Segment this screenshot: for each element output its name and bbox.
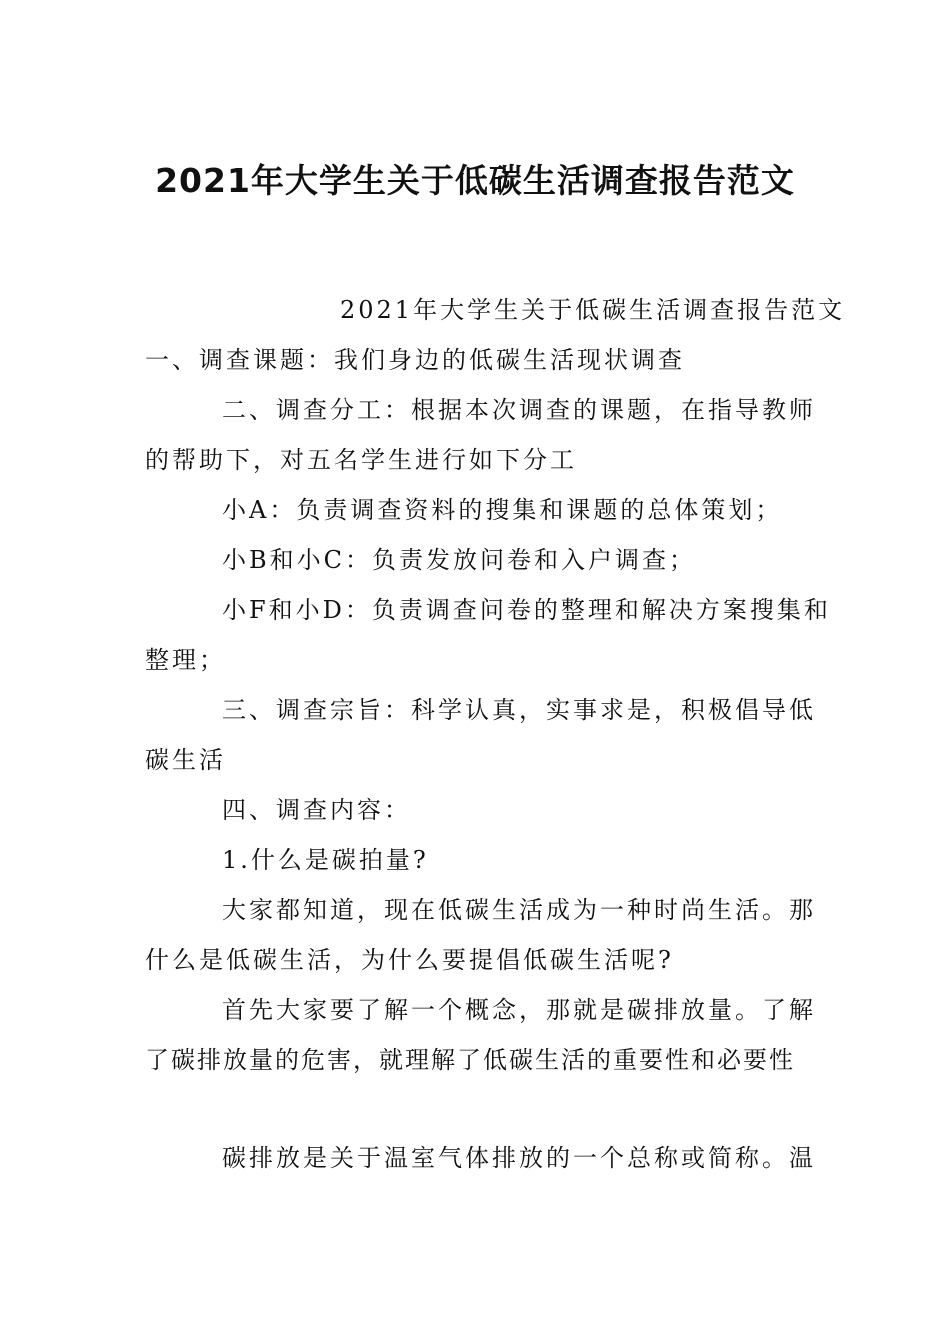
paragraph-line: 一、调查课题：我们身边的低碳生活现状调查 xyxy=(145,346,685,374)
paragraph-line: 碳生活 xyxy=(145,746,226,774)
document-title: 2021年大学生关于低碳生活调查报告范文 xyxy=(155,161,795,200)
paragraph-line: 三、调查宗旨：科学认真，实事求是，积极倡导低 xyxy=(222,696,816,724)
paragraph-line: 首先大家要了解一个概念，那就是碳排放量。了解 xyxy=(222,996,816,1024)
paragraph-line: 1.什么是碳拍量? xyxy=(222,846,429,874)
paragraph-line: 的帮助下，对五名学生进行如下分工 xyxy=(145,446,577,474)
paragraph-line: 什么是低碳生活，为什么要提倡低碳生活呢? xyxy=(145,946,674,974)
paragraph-line: 了碳排放量的危害，就理解了低碳生活的重要性和必要性 xyxy=(145,1046,795,1074)
paragraph-line: 小A：负责调查资料的搜集和课题的总体策划； xyxy=(222,496,783,524)
paragraph-line: 大家都知道，现在低碳生活成为一种时尚生活。那 xyxy=(222,896,816,924)
paragraph-line: 碳排放是关于温室气体排放的一个总称或简称。温 xyxy=(222,1144,816,1172)
paragraph-line: 小B和小C：负责发放问卷和入户调查； xyxy=(222,546,696,574)
paragraph-line: 整理； xyxy=(145,646,226,674)
paragraph-line: 四、调查内容： xyxy=(222,796,411,824)
paragraph-line: 小F和小D：负责调查问卷的整理和解决方案搜集和 xyxy=(222,596,831,624)
subtitle-line: 2021年大学生关于低碳生活调查报告范文 xyxy=(340,296,846,324)
paragraph-line: 二、调查分工：根据本次调查的课题，在指导教师 xyxy=(222,396,816,424)
